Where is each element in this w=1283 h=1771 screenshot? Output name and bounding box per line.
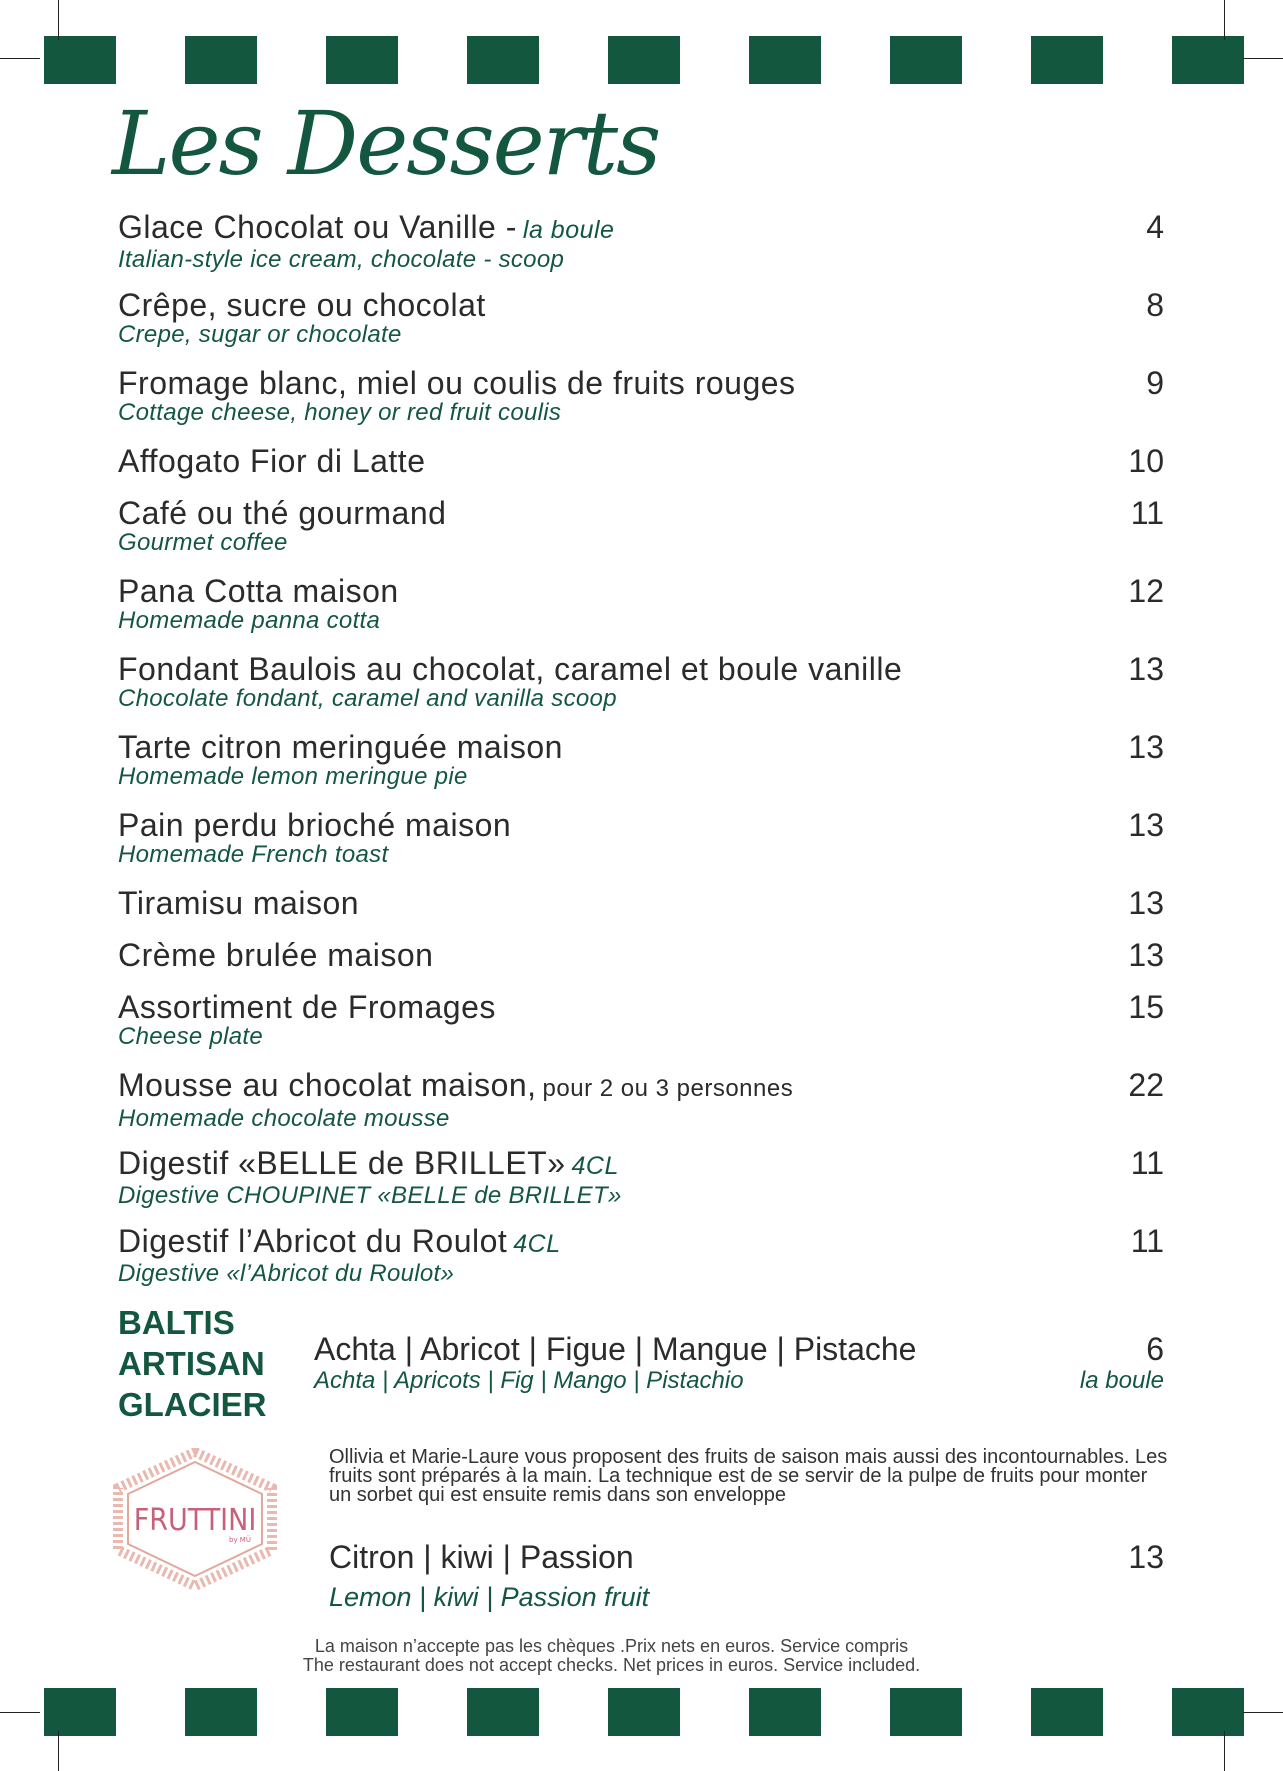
stripe-block [1172,1688,1244,1736]
menu-item-price: 13 [1128,651,1164,687]
stripe-block [749,36,821,84]
fruttini-flavors-en: Lemon | kiwi | Passion fruit [329,1582,650,1612]
stripe-block [44,36,116,84]
menu-item [118,937,1164,973]
stripe-block [44,1688,116,1736]
menu-item [118,1067,1164,1132]
menu-item-label: Crêpe, sucre ou chocolat [118,287,486,323]
menu-item-name [118,938,1164,972]
dessert-menu [118,210,1164,1302]
menu-item-label: Glace Chocolat ou Vanille - [118,209,517,245]
menu-item-label: Pana Cotta maison [118,573,399,609]
fruttini-logo-text: FRUTTINI [133,1503,257,1538]
menu-item-translation: Gourmet coffee [118,529,288,556]
top-stripe [0,36,1283,84]
menu-item-label: Tarte citron meringuée maison [118,729,563,765]
baltis-unit: la boule [1079,1367,1164,1394]
menu-item-price: 13 [1128,729,1164,765]
crop-mark [1224,1731,1225,1771]
menu-item-translation: Homemade chocolate mousse [118,1105,450,1132]
menu-item-name [118,210,1164,247]
menu-item-name [118,652,1164,686]
menu-item-note: la boule [522,216,615,244]
menu-item-name [118,496,1164,530]
menu-item [118,209,1164,273]
menu-item-price: 13 [1128,937,1164,973]
baltis-price: 6 [1146,1331,1164,1367]
menu-item-translation: Homemade panna cotta [118,607,381,634]
fruttini-description: Ollivia et Marie-Laure vous proposent des fruits de saison mais aussi des incontournables. Les fruits sont préparés à la main. La technique est de se servir de la pulpe de fruits pour monter un sorbet qui est ensuite remis dans son enveloppe [329,1446,1168,1506]
menu-item-price: 12 [1128,573,1164,609]
footer-en: The restaurant does not accept checks. Net prices in euros. Service included. [302,1655,921,1675]
stripe-block [326,36,398,84]
menu-item-translation: Digestive «l’Abricot du Roulot» [118,1260,455,1287]
menu-item-label: Tiramisu maison [118,885,360,921]
menu-item-name [118,886,1164,920]
menu-item-translation: Cottage cheese, honey or red fruit coulis [118,399,562,426]
baltis-brand-line: GLACIER [118,1386,267,1423]
menu-item [118,443,1164,479]
menu-item-price: 22 [1128,1067,1164,1103]
fruttini-price: 13 [1128,1539,1164,1575]
menu-item-name [118,366,1164,400]
bottom-stripe [0,1688,1283,1736]
stripe-block [185,1688,257,1736]
menu-item-price: 10 [1128,443,1164,479]
menu-item-price: 11 [1130,1145,1164,1181]
menu-item-label: Affogato Fior di Latte [118,443,426,479]
menu-item [118,1145,1164,1209]
menu-item [118,1223,1164,1287]
baltis-brand [118,1302,267,1425]
crop-mark [1224,0,1225,40]
menu-item-price: 13 [1128,807,1164,843]
menu-item [118,495,1164,556]
baltis-flavors-en: Achta | Apricots | Fig | Mango | Pistachio [314,1367,744,1394]
stripe-block [749,1688,821,1736]
menu-item-label: Assortiment de Fromages [118,989,496,1025]
page-title: Les Desserts [112,92,660,195]
menu-item [118,573,1164,634]
stripe-block [467,1688,539,1736]
menu-item-label: Fondant Baulois au chocolat, caramel et boule vanille [118,651,903,687]
stripe-block [890,1688,962,1736]
menu-item-note: 4CL [513,1230,561,1258]
menu-item-name [118,444,1164,478]
menu-item-price: 11 [1130,1223,1164,1259]
menu-item-price: 13 [1128,885,1164,921]
fruttini-logo [112,1448,278,1590]
menu-item-translation: Homemade French toast [118,841,389,868]
stripe-block [185,36,257,84]
menu-item [118,651,1164,712]
stripe-block [1172,36,1244,84]
crop-mark [58,0,59,40]
menu-item-translation: Homemade lemon meringue pie [118,763,468,790]
menu-item-label: Digestif l’Abricot du Roulot [118,1223,508,1259]
menu-item-note: 4CL [571,1152,619,1180]
menu-item [118,807,1164,868]
menu-item [118,287,1164,348]
menu-item-label: Pain perdu brioché maison [118,807,512,843]
stripe-block [890,36,962,84]
menu-item-price: 8 [1146,287,1164,323]
menu-item [118,365,1164,426]
menu-item-name [118,730,1164,764]
fruttini-flavors: Citron | kiwi | Passion [329,1539,634,1575]
menu-item-name [118,1146,1164,1183]
stripe-block [1031,36,1103,84]
menu-item-name [118,1224,1164,1261]
menu-item [118,885,1164,921]
menu-item-label: Digestif «BELLE de BRILLET» [118,1145,566,1181]
menu-item-label: Crème brulée maison [118,937,434,973]
menu-item-price: 4 [1146,209,1164,245]
baltis-brand-line: BALTIS [118,1304,235,1341]
menu-item-name [118,1068,1164,1106]
baltis-brand-line: ARTISAN [118,1345,265,1382]
crop-mark [1243,1712,1283,1713]
menu-item-name [118,990,1164,1024]
stripe-block [608,36,680,84]
menu-item-translation: Digestive CHOUPINET «BELLE de BRILLET» [118,1182,622,1209]
menu-item-label: Café ou thé gourmand [118,495,447,531]
crop-mark [58,1731,59,1771]
menu-item [118,729,1164,790]
menu-item-translation: Cheese plate [118,1023,264,1050]
stripe-block [608,1688,680,1736]
menu-item-translation: Italian-style ice cream, chocolate - scoop [118,246,565,273]
stripe-block [326,1688,398,1736]
fruttini-logo-sub: by MÜ [229,1536,251,1544]
stripe-block [467,36,539,84]
crop-mark [0,1712,40,1713]
crop-mark [0,58,40,59]
menu-item-label: Fromage blanc, miel ou coulis de fruits rouges [118,365,796,401]
menu-item [118,989,1164,1050]
menu-item-price: 15 [1128,989,1164,1025]
menu-item-price: 9 [1146,365,1164,401]
menu-item-price: 11 [1130,495,1164,531]
stripe-block [1031,1688,1103,1736]
menu-item-portion: pour 2 ou 3 personnes [542,1075,794,1102]
menu-item-name [118,288,1164,322]
baltis-flavors: Achta | Abricot | Figue | Mangue | Pistache [314,1331,917,1367]
menu-item-label: Mousse au chocolat maison, [118,1067,537,1103]
crop-mark [1243,58,1283,59]
menu-item-name [118,574,1164,608]
menu-item-translation: Crepe, sugar or chocolate [118,321,402,348]
footer-fr: La maison n’accepte pas les chèques .Prix nets en euros. Service compris [314,1636,909,1656]
menu-item-translation: Chocolate fondant, caramel and vanilla scoop [118,685,617,712]
menu-item-name [118,808,1164,842]
